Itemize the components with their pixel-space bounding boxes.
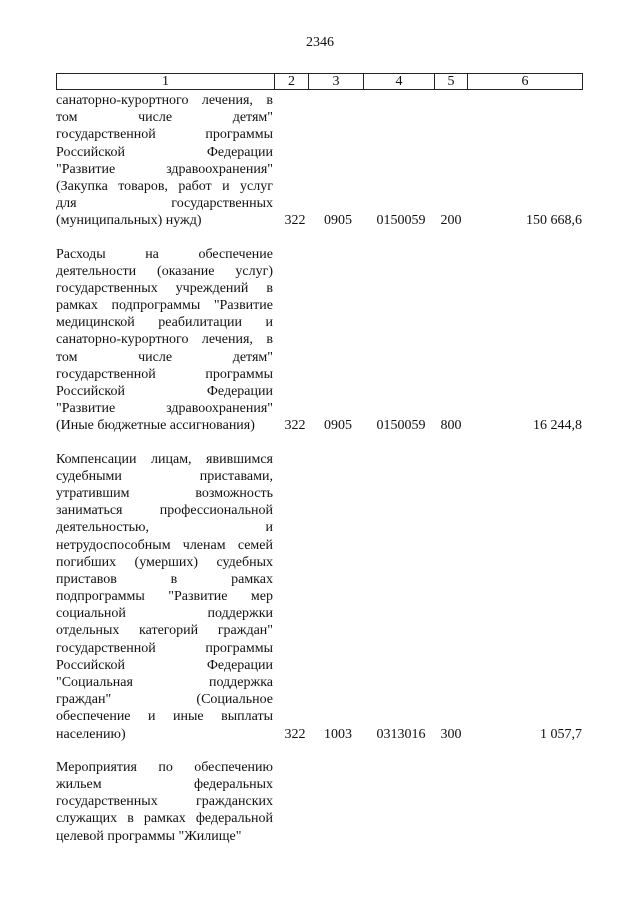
description-line: деятельностью, и [56,520,273,536]
row-cell-c3: 0905 [324,418,352,434]
description-line: государственных учреждений в [56,280,273,296]
description-line: государственных гражданских [56,794,273,810]
row-cell-c3: 0905 [324,213,352,229]
row-cell-c5: 800 [440,418,462,434]
description-line: том числе детям" [56,349,273,365]
description-line: населению) [56,726,126,742]
description-line: деятельности (оказание услуг) [56,263,273,279]
description-line: отдельных категорий граждан" [56,623,273,639]
description-line: жильем федеральных [56,776,273,792]
description-line: (Иные бюджетные ассигнования) [56,418,255,434]
description-line: Расходы на обеспечение [56,246,273,262]
row-cell-c2: 322 [284,726,306,742]
description-line: для государственных [56,196,273,212]
description-line: служащих в рамках федеральной [56,811,273,827]
row-cell-c4: 0313016 [376,726,426,742]
description-line: "Развитие здравоохранения" [56,161,273,177]
description-line: рамках подпрограммы "Развитие [56,298,273,314]
description-line: медицинской реабилитации и [56,315,273,331]
description-line: граждан" (Социальное [56,692,273,708]
description-line: санаторно-курортного лечения, в [56,93,273,108]
description-line: Российской Федерации [56,657,273,673]
row-description [56,759,273,845]
row-cell-c2: 322 [284,418,306,434]
description-line: утратившим возможность [56,485,273,501]
description-line: государственной программы [56,127,273,143]
row-description [56,246,273,435]
row-cell-c4: 0150059 [376,213,426,229]
description-line: обеспечение и иные выплаты [56,709,273,725]
row-cell-c6: 16 244,8 [533,418,582,434]
column-header-5: 5 [435,74,468,90]
description-line: заниматься профессиональной [56,503,273,519]
description-line: "Социальная поддержка [56,675,273,690]
description-line: погибших (умерших) судебных [56,554,273,570]
description-line: Российской Федерации [56,144,273,160]
description-line: социальной поддержки [56,606,273,622]
row-cell-c6: 150 668,6 [526,213,582,229]
row-cell-c5: 200 [440,213,462,229]
row-cell-c6: 1 057,7 [540,726,582,742]
description-line: санаторно-курортного лечения, в [56,332,273,348]
column-header-4: 4 [364,74,435,90]
description-line: нетрудоспособным членам семей [56,537,273,553]
description-line: целевой программы "Жилище" [56,828,242,844]
description-line: Мероприятия по обеспечению [56,759,273,775]
description-line: подпрограммы "Развитие мер [56,589,273,605]
table-row [56,92,586,230]
row-cell-c4: 0150059 [376,418,426,434]
description-line: государственной программы [56,366,273,382]
column-header-1: 1 [57,74,275,90]
table-row [56,246,586,435]
row-description [56,451,273,743]
page-number: 2346 [306,35,334,50]
table-row [56,759,586,845]
description-line: судебными приставами, [56,468,273,484]
table-row [56,451,586,743]
description-line: Компенсации лицам, явившимся [56,451,273,467]
description-line: "Развитие здравоохранения" [56,401,273,417]
description-line: (муниципальных) нужд) [56,213,202,229]
column-header-2: 2 [275,74,309,90]
description-line: приставов в рамках [56,571,273,587]
row-description [56,92,273,230]
column-header-row [57,74,583,90]
table-body [56,92,586,861]
column-header-3: 3 [309,74,364,90]
description-line: том числе детям" [56,110,273,126]
description-line: государственной программы [56,640,273,656]
column-header-6: 6 [468,74,583,90]
row-cell-c5: 300 [440,726,462,742]
row-cell-c2: 322 [284,213,306,229]
description-line: (Закупка товаров, работ и услуг [56,178,273,194]
column-header-table [56,73,583,90]
row-cell-c3: 1003 [324,726,352,742]
description-line: Российской Федерации [56,384,273,399]
